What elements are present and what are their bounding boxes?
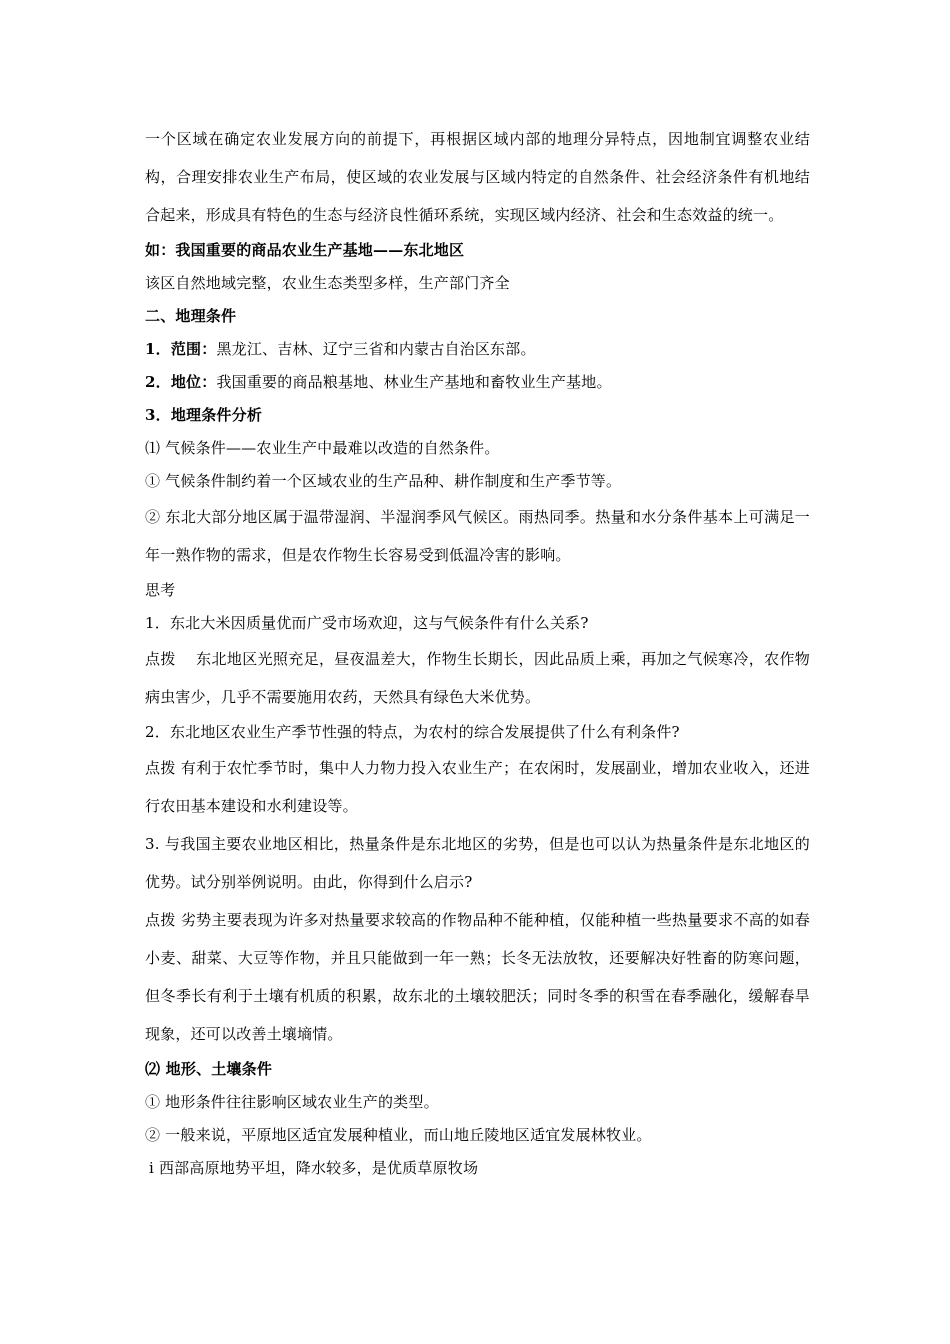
region-summary: 该区自然地域完整，农业生态类型多样，生产部门齐全 xyxy=(145,274,510,292)
climate-point-2: ② 东北大部分地区属于温带湿润、半湿润季风气候区。雨热同季。热量和水分条件基本上可满足一年一熟作物的需求，但是农作物生长容易受到低温冷害的影响。 xyxy=(145,508,810,564)
intro-paragraph: 一个区域在确定农业发展方向的前提下，再根据区域内部的地理分异特点，因地制宜调整农业结构，合理安排农业生产布局，使区域的农业发展与区域内特定的自然条件、社会经济条件有机地结合起来，形成具有特色的生态与经济良性循环系统，实现区域内经济、社会和生态效益的统一。 xyxy=(145,130,810,224)
scope-line xyxy=(145,333,810,366)
thinking-heading: 思考 xyxy=(145,581,176,599)
question-1: 1．东北大米因质量优而广受市场欢迎，这与气候条件有什么关系? xyxy=(145,614,589,632)
analysis-heading: 3．地理条件分析 xyxy=(145,406,263,424)
scope-label: 1．范围： xyxy=(145,340,217,358)
terrain-point-2: ② 一般来说，平原地区适宜发展种植业，而山地丘陵地区适宜发展林牧业。 xyxy=(145,1126,652,1144)
terrain-point-1: ① 地形条件往往影响区域农业生产的类型。 xyxy=(145,1093,439,1111)
status-text: 我国重要的商品粮基地、林业生产基地和畜牧业生产基地。 xyxy=(216,373,612,391)
example-heading: 如：我国重要的商品农业生产基地——东北地区 xyxy=(145,241,465,259)
answer-3: 点拨 劣势主要表现为许多对热量要求较高的作物品种不能种植，仅能种植一些热量要求不高的如春小麦、甜菜、大豆等作物，并且只能做到一年一熟；长冬无法放牧，还要解决好牲畜的防寒问题，但冬季长有利于土壤有机质的积累，故东北的土壤较肥沃；同时冬季的积雪在春季融化，缓解春旱现象，还可以改善土壤墒情。 xyxy=(145,911,810,1043)
question-2: 2．东北地区农业生产季节性强的特点，为农村的综合发展提供了什么有利条件? xyxy=(145,723,680,741)
climate-conditions: ⑴ 气候条件——农业生产中最难以改造的自然条件。 xyxy=(145,439,500,457)
climate-point-1: ① 气候条件制约着一个区域农业的生产品种、耕作制度和生产季节等。 xyxy=(145,472,622,490)
answer-2: 点拨 有利于农忙季节时，集中人力物力投入农业生产；在农闲时，发展副业，增加农业收入，还进行农田基本建设和水利建设等。 xyxy=(145,759,810,815)
terrain-soil-heading: ⑵ 地形、土壤条件 xyxy=(145,1060,273,1078)
status-line xyxy=(145,366,810,399)
terrain-subpoint-i: ⅰ 西部高原地势平坦，降水较多，是优质草原牧场 xyxy=(149,1159,479,1177)
scope-text: 黑龙江、吉林、辽宁三省和内蒙古自治区东部。 xyxy=(216,340,536,358)
status-label: 2．地位： xyxy=(145,373,217,391)
document-body xyxy=(145,120,810,1185)
section-heading-geographic-conditions: 二、地理条件 xyxy=(145,307,237,325)
answer-1: 点拨 东北地区光照充足，昼夜温差大，作物生长期长，因此品质上乘，再加之气候寒冷，农作物病虫害少，几乎不需要施用农药，天然具有绿色大米优势。 xyxy=(145,650,810,706)
question-3: 3. 与我国主要农业地区相比，热量条件是东北地区的劣势，但是也可以认为热量条件是东北地区的优势。试分别举例说明。由此，你得到什么启示? xyxy=(145,835,810,891)
